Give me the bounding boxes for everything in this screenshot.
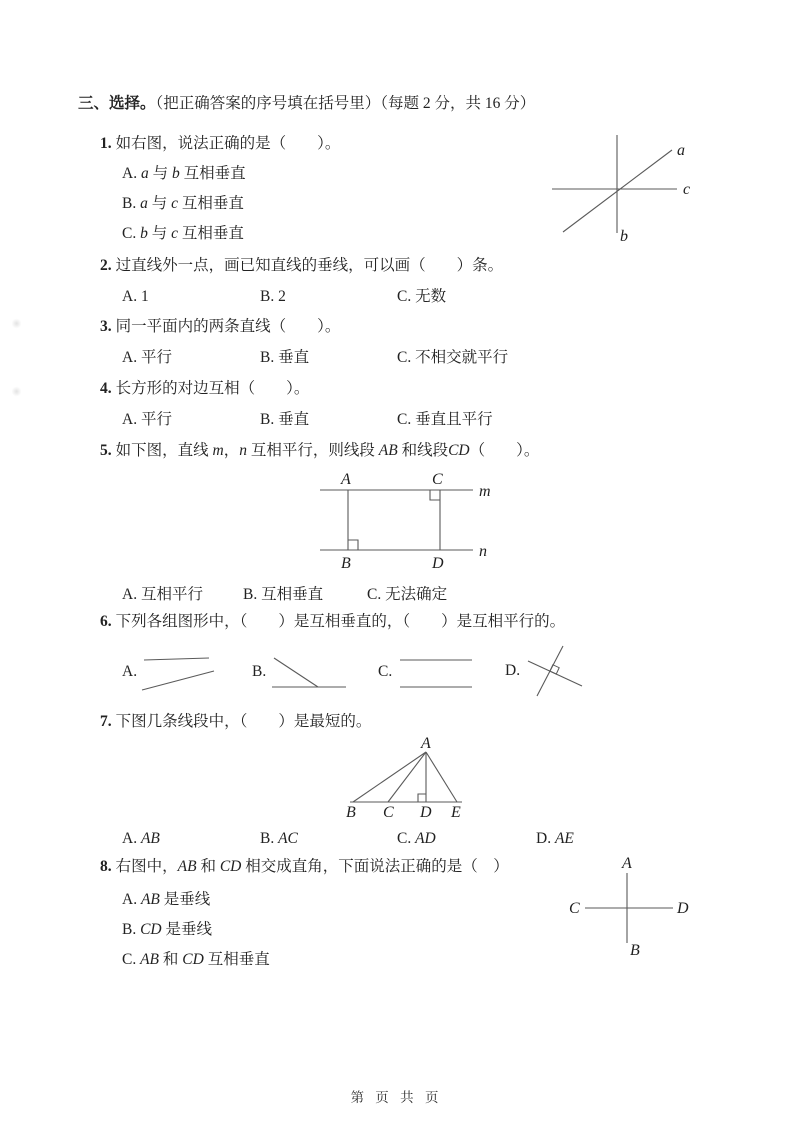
figure-q8-cross [565, 852, 700, 964]
q1-number: 1. [100, 135, 112, 152]
right-angle-mark-b [348, 540, 358, 550]
q3-number: 3. [100, 318, 112, 335]
figure-q8-label-D: D [677, 900, 689, 917]
q2-option-c: C. 无数 [397, 288, 447, 305]
q5-option-b: B. 互相垂直 [243, 586, 324, 603]
q2-option-a: A. 1 [122, 288, 149, 305]
q4-option-b: B. 垂直 [260, 411, 310, 428]
q4-option-a: A. 平行 [122, 411, 172, 428]
q3-text: 同一平面内的两条直线（ ）。 [115, 318, 341, 335]
figure-q6d-perpendicular [524, 643, 588, 699]
q6-choice-b [252, 646, 350, 698]
section-title: 三、选择。 [78, 95, 156, 112]
question-6 [100, 611, 565, 632]
q6-choice-d [505, 642, 588, 700]
figure-q1-three-lines [552, 130, 702, 248]
figure-q8-label-C: C [569, 900, 580, 917]
scan-artifact [12, 318, 21, 329]
q5-options [122, 584, 447, 605]
figure-q5-label-A: A [341, 471, 351, 488]
q7-text: 下图几条线段中，（ ）是最短的。 [115, 713, 372, 730]
figure-q5-label-B: B [341, 555, 351, 572]
question-8 [100, 856, 509, 877]
figure-q5-label-n: n [479, 543, 487, 560]
figure-q1-label-b: b [620, 228, 628, 245]
q6-label-c: C. [378, 663, 393, 680]
q6-text: 下列各组图形中，（ ）是互相垂直的，（ ）是互相平行的。 [115, 613, 566, 630]
q4-number: 4. [100, 380, 112, 397]
figure-q7-label-B: B [346, 804, 356, 821]
q5-option-a: A. 互相平行 [122, 586, 203, 603]
q2-text: 过直线外一点，画已知直线的垂线，可以画（ ）条。 [115, 257, 504, 274]
q5-number: 5. [100, 442, 112, 459]
figure-q1-label-a: a [677, 142, 685, 159]
scan-artifact [12, 386, 21, 397]
section-note: （把正确答案的序号填在括号里）（每题 2 分，共 16 分） [155, 95, 536, 112]
question-5 [100, 440, 539, 461]
figure-q7-label-C: C [383, 804, 394, 821]
figure-q5-parallel-lines [305, 468, 505, 573]
q8-option-c: C. AB 和 CD 互相垂直 [122, 951, 270, 968]
q4-text: 长方形的对边互相（ ）。 [115, 380, 310, 397]
q3-options [122, 347, 508, 368]
q8-text: 右图中，AB 和 CD 相交成直角，下面说法正确的是（ ） [115, 858, 509, 875]
figure-q6c-parallel [396, 649, 476, 695]
section-header [78, 93, 535, 114]
q6-number: 6. [100, 613, 112, 630]
figure-q5-label-C: C [432, 471, 443, 488]
q8-option-a: A. AB 是垂线 [122, 891, 211, 908]
figure-q7-label-E: E [451, 804, 461, 821]
q8-number: 8. [100, 858, 112, 875]
segment-ae [426, 752, 457, 802]
q5-text: 如下图，直线 m，n 互相平行，则线段 AB 和线段CD（ ）。 [115, 442, 540, 459]
figure-q8-label-B: B [630, 942, 640, 959]
q8-option-b: B. CD 是垂线 [122, 921, 213, 938]
question-2 [100, 255, 503, 276]
q5-option-c: C. 无法确定 [367, 586, 448, 603]
question-3 [100, 316, 340, 337]
q6-label-a: A. [122, 663, 138, 680]
figure-q5-label-m: m [479, 483, 491, 500]
question-4 [100, 378, 309, 399]
right-angle-mark-c [430, 490, 440, 500]
page-footer: 第 页 共 页 [350, 1090, 443, 1105]
figure-q8-label-A: A [622, 855, 632, 872]
q7-number: 7. [100, 713, 112, 730]
question-7 [100, 711, 371, 732]
q1-option-c: C. b 与 c 互相垂直 [122, 225, 244, 242]
figure-q6a-nonparallel [142, 649, 224, 695]
q7-options [122, 828, 574, 849]
q2-number: 2. [100, 257, 112, 274]
segment-ab [353, 752, 426, 802]
figure-q6b-oblique [270, 649, 350, 695]
q6-label-b: B. [252, 663, 267, 680]
figure-q7-label-D: D [420, 804, 432, 821]
q7-option-c: C. AD [397, 830, 436, 847]
q2-option-b: B. 2 [260, 288, 286, 305]
question-1 [100, 133, 340, 154]
q1-text: 如右图，说法正确的是（ ）。 [115, 135, 341, 152]
q7-option-d: D. AE [536, 830, 574, 847]
q4-option-c: C. 垂直且平行 [397, 411, 493, 428]
q3-option-c: C. 不相交就平行 [397, 349, 509, 366]
figure-q7-label-A: A [421, 735, 431, 752]
q6-choice-c [378, 646, 476, 698]
figure-q7-segments-from-point [340, 735, 470, 821]
figure-q1-label-c: c [683, 181, 691, 198]
q2-options [122, 286, 446, 307]
q6-label-d: D. [505, 662, 521, 679]
q3-option-b: B. 垂直 [260, 349, 310, 366]
q1-option-b: B. a 与 c 互相垂直 [122, 195, 244, 212]
q6-choice-a [122, 646, 224, 698]
q4-options [122, 409, 493, 430]
right-angle-mark-d [418, 794, 426, 802]
q3-option-a: A. 平行 [122, 349, 172, 366]
q7-option-a: A. AB [122, 830, 160, 847]
q7-option-b: B. AC [260, 830, 298, 847]
figure-q5-label-D: D [432, 555, 444, 572]
q1-option-a: A. a 与 b 互相垂直 [122, 165, 246, 182]
